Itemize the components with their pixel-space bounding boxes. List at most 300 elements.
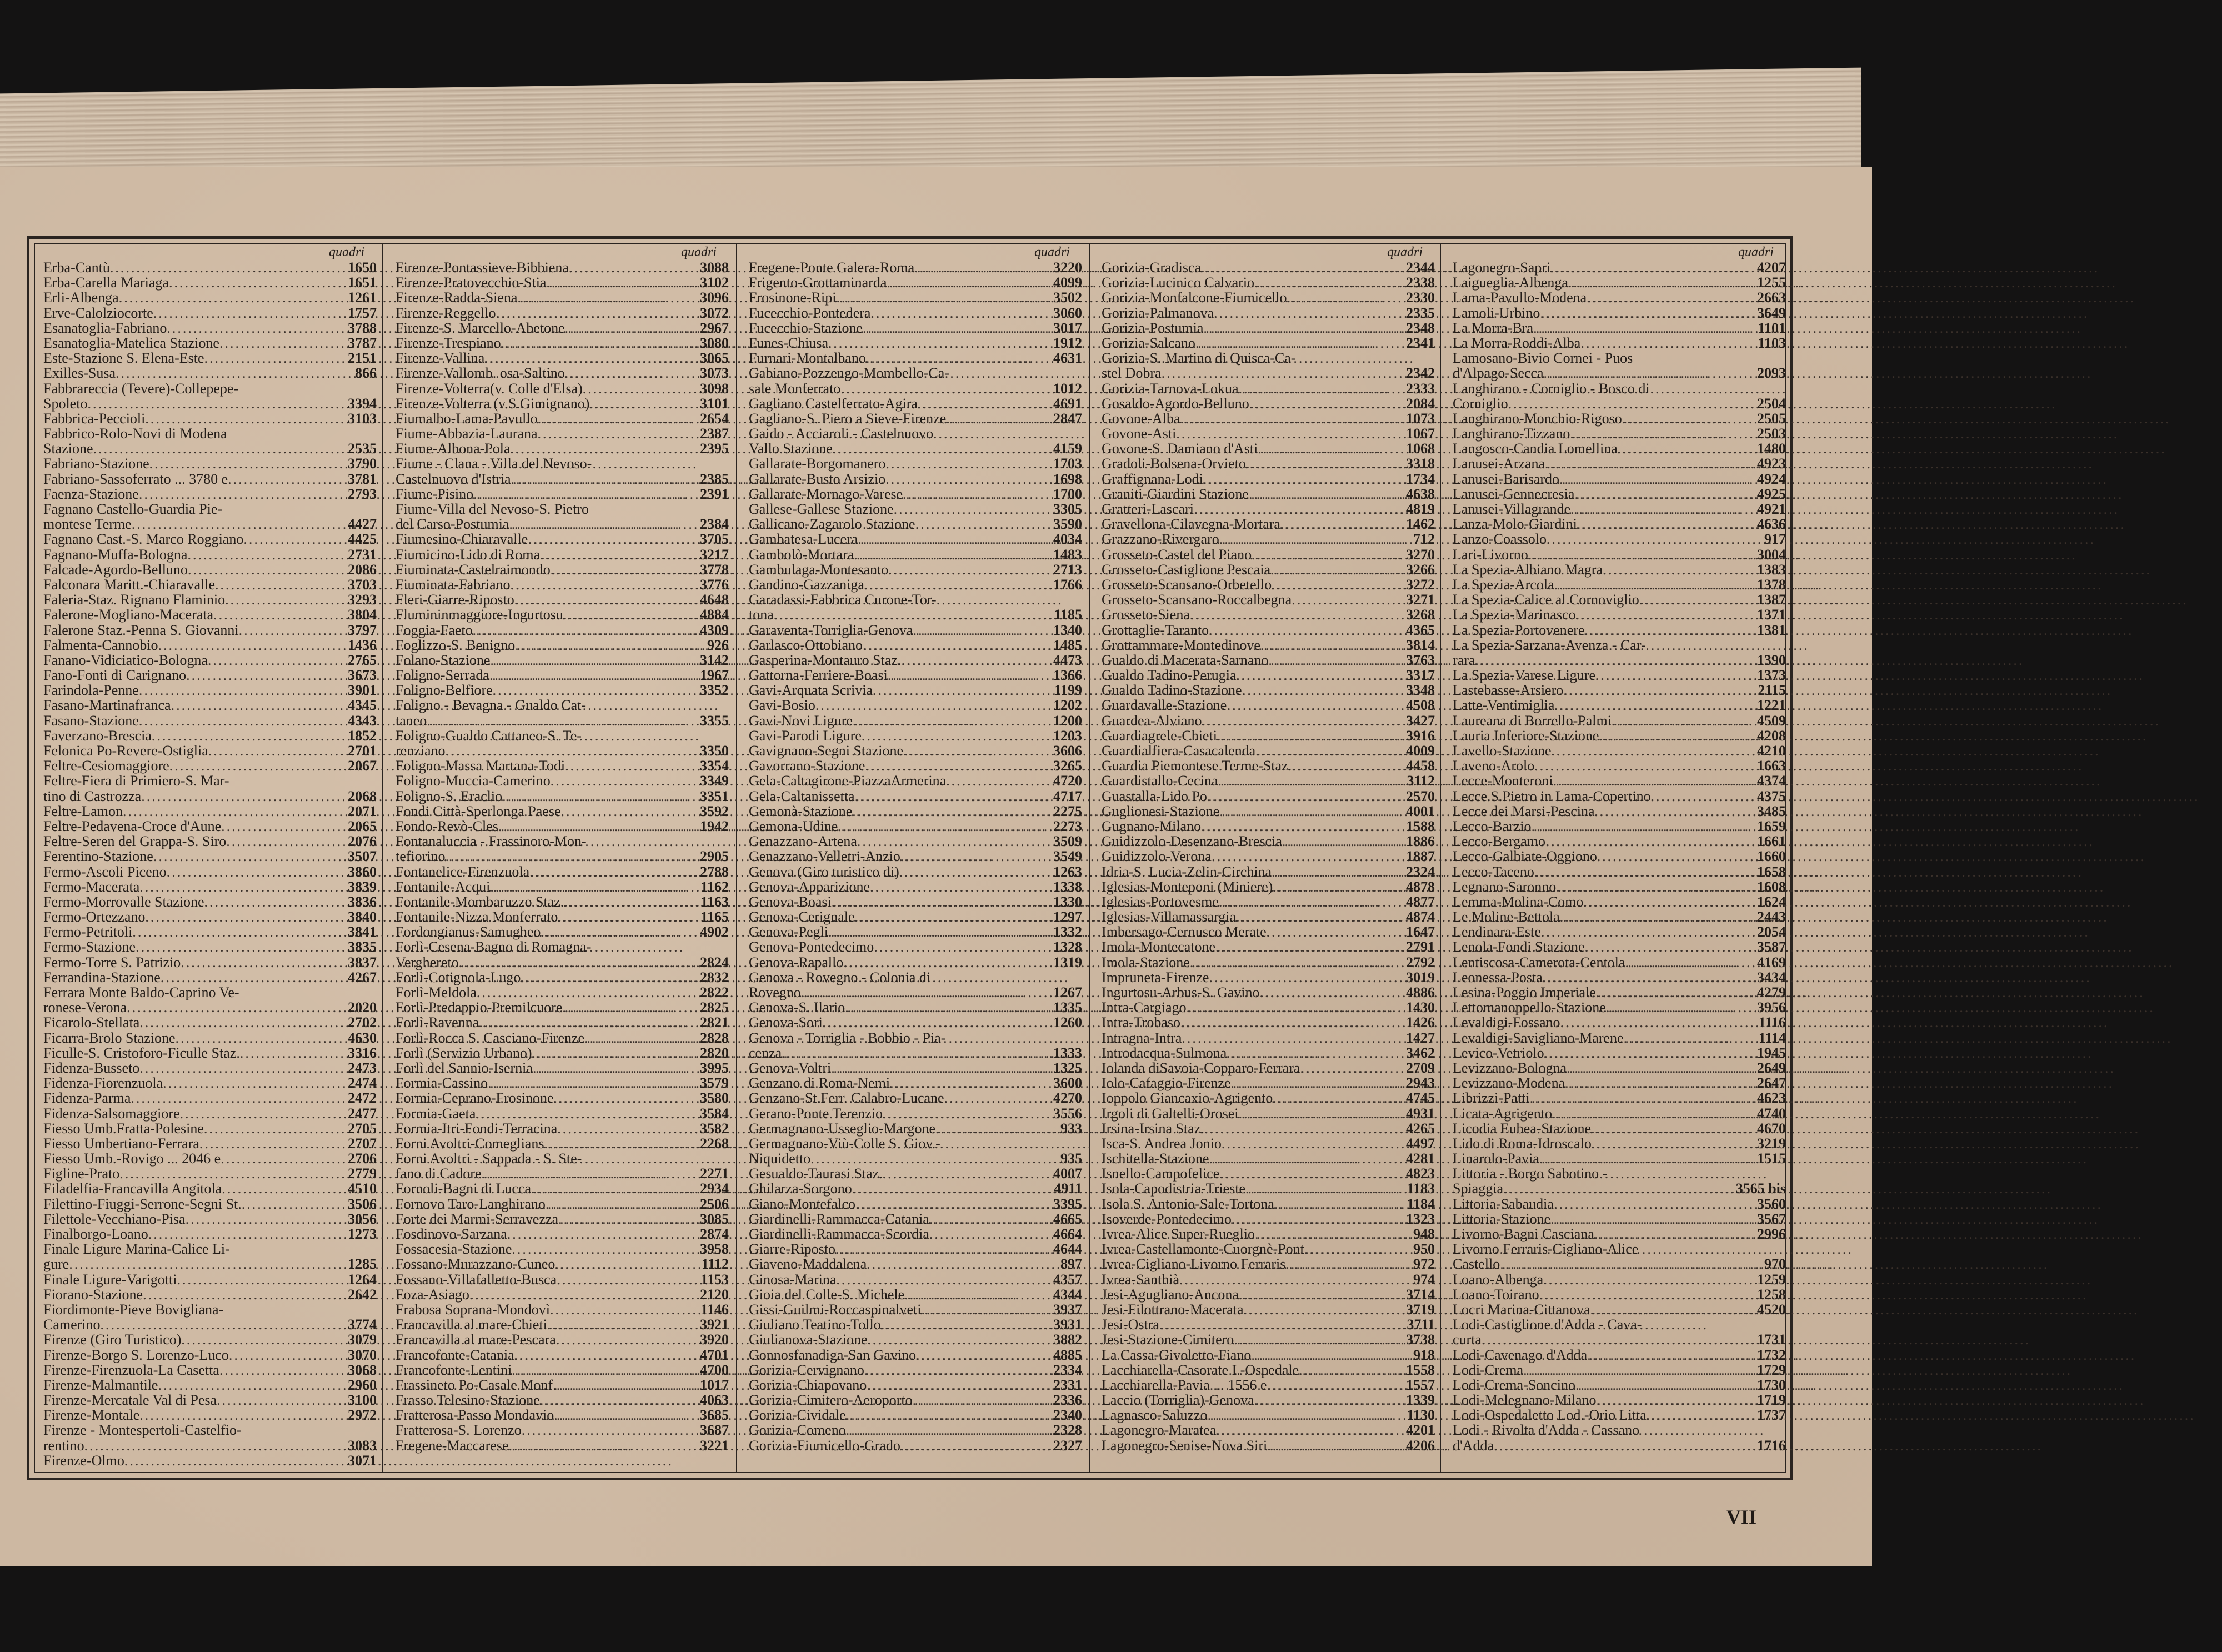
dot-leader [1292, 592, 1403, 607]
index-entry [43, 743, 377, 758]
index-entry [749, 1227, 1082, 1241]
route-name: Giulianova-Stazione [749, 1331, 868, 1348]
route-name: Fiorano-Stazione [43, 1286, 143, 1303]
dot-leader [1587, 1348, 1754, 1363]
map-code: 1660 [1757, 848, 1786, 865]
dot-leader [828, 924, 1050, 939]
route-name: Fiumesino-Chiaravalle [396, 531, 528, 548]
index-entry [749, 336, 1082, 351]
index-entry [1102, 1348, 1435, 1363]
map-code: 2273 [1053, 818, 1082, 834]
map-code: 3931 [1053, 1316, 1082, 1333]
book-page [0, 167, 1872, 1566]
route-name: Formia-Itri-Fondi-Terracina [396, 1120, 558, 1137]
dot-leader [181, 1332, 344, 1347]
route-name: Ioppolo Giancaxio-Agrigento [1102, 1090, 1273, 1107]
dot-leader [119, 290, 344, 305]
map-code: 1339 [1406, 1392, 1435, 1409]
dot-leader [110, 260, 344, 275]
dot-leader [1236, 668, 1403, 683]
dot-leader [561, 804, 697, 819]
route-name: Formia-Ceprano-Frosinone [396, 1090, 554, 1107]
route-name: Lanusei-Villagrande [1453, 501, 1571, 517]
dot-leader [558, 1212, 697, 1227]
dot-leader [1209, 970, 1403, 985]
route-name: Lagonegro-Sapri [1453, 259, 1551, 276]
dot-leader [855, 1197, 1050, 1212]
map-code: 3349 [700, 773, 729, 789]
dot-leader [1639, 592, 1754, 607]
map-code: 3272 [1406, 576, 1435, 593]
map-code: 4664 [1053, 1226, 1082, 1242]
map-code: 4267 [348, 969, 377, 985]
map-code: 2663 [1757, 289, 1786, 306]
map-code: 1200 [1053, 712, 1082, 729]
index-entry [1453, 547, 1786, 562]
index-entry [396, 985, 729, 1000]
index-entry [1453, 275, 1786, 290]
route-name: cenza [749, 1044, 782, 1061]
dot-leader [1299, 1363, 1403, 1378]
index-entry [749, 547, 1082, 562]
index-entry [43, 758, 377, 773]
dot-leader [221, 1151, 344, 1166]
map-code: 4365 [1406, 622, 1435, 638]
dot-leader [1554, 1197, 1754, 1212]
index-entry [43, 517, 377, 532]
map-code: 1338 [1053, 878, 1082, 895]
map-code: 3271 [1406, 592, 1435, 608]
dot-leader [862, 728, 1050, 743]
route-name: Falerone Staz.-Penna S. Giovanni [43, 622, 239, 638]
map-code: 2960 [348, 1376, 377, 1393]
route-name: Folano-Stazione [396, 652, 491, 668]
route-name: Fasano-Stazione [43, 712, 139, 729]
index-entry [1453, 623, 1786, 638]
route-name: Firenze-Olmo [43, 1452, 124, 1469]
map-code: 4923 [1757, 455, 1786, 472]
index-entry [1453, 1408, 1786, 1423]
map-code: 917 [1764, 531, 1786, 548]
dot-leader [1219, 532, 1410, 547]
map-code: 4740 [1757, 1105, 1786, 1122]
index-entry [43, 1332, 377, 1347]
map-code: 2504 [1757, 395, 1786, 412]
route-name: Erli-Albenga [43, 289, 119, 306]
route-name: Gela-Caltagirone-PiazzaArmerina [749, 773, 947, 789]
index-entry [749, 1121, 1082, 1136]
dot-leader [1227, 1045, 1403, 1060]
dot-leader [904, 1287, 1050, 1302]
index-column-3 [749, 244, 1082, 1472]
map-code: 3395 [1053, 1195, 1082, 1212]
dot-leader [866, 351, 1050, 366]
dot-leader [854, 547, 1050, 562]
dot-leader [531, 1181, 697, 1196]
route-name: Grazzano-Rivergaro [1102, 531, 1219, 548]
index-entry [396, 562, 729, 577]
dot-leader [1300, 1060, 1403, 1075]
route-name: Fidenza-Fiorenzuola [43, 1075, 163, 1092]
index-entry [1453, 819, 1786, 834]
map-code: 3584 [700, 1105, 729, 1122]
route-name: Imola-Montecatone [1102, 939, 1216, 955]
dot-leader [119, 1166, 344, 1181]
index-entry [43, 909, 377, 924]
route-name: Stazione [43, 440, 93, 457]
route-name: Gorizia-Cimitero-Aeroporto [749, 1392, 913, 1409]
dot-leader [1159, 1317, 1403, 1332]
map-code: 1153 [700, 1271, 729, 1288]
index-entry [1453, 1015, 1786, 1030]
route-name: Jesi-Agugliano-Ancona [1102, 1286, 1239, 1303]
route-name: renziano [396, 743, 446, 759]
dot-leader [177, 1272, 344, 1287]
map-code: 2820 [700, 1044, 729, 1061]
index-entry [749, 834, 1082, 849]
dot-leader [101, 1317, 344, 1332]
map-code: 1258 [1757, 1286, 1786, 1303]
dot-leader [180, 1106, 345, 1121]
index-entry [396, 306, 729, 321]
dot-leader [873, 683, 1050, 698]
route-name: Firenze-Trespiano [396, 334, 501, 351]
dot-leader [152, 728, 344, 743]
route-name: Rovegno [749, 984, 801, 1000]
map-code: 2701 [348, 743, 377, 759]
index-entry [396, 758, 729, 773]
index-column-1 [43, 244, 377, 1472]
route-name: Genzano-St.Ferr. Calabro-Lucane [749, 1090, 944, 1107]
dot-leader [1218, 773, 1403, 788]
index-entry [1102, 1121, 1435, 1136]
route-name: Gorizia-Monfalcone-Fiumicello [1102, 289, 1287, 306]
dot-leader [846, 1408, 1050, 1423]
map-code: 4631 [1053, 350, 1082, 367]
route-name: Lido di Roma-Idroscalo [1453, 1135, 1592, 1152]
map-code: 1729 [1757, 1361, 1786, 1378]
dot-leader [1543, 1272, 1754, 1287]
map-code: 1390 [1757, 652, 1786, 668]
route-name: Fondi Città-Sperlonga Paese [396, 803, 561, 819]
dot-leader [1272, 577, 1403, 592]
map-code: 2713 [1053, 561, 1082, 578]
route-name: Fidenza-Parma [43, 1090, 131, 1107]
index-entry [396, 924, 729, 939]
route-name: Grosseto-Scansano-Roccalbegna [1102, 592, 1292, 608]
index-entry [749, 1181, 1082, 1196]
map-code: 3502 [1053, 289, 1082, 306]
map-code: 2765 [348, 652, 377, 668]
map-code: 1263 [1053, 863, 1082, 880]
route-name: Fiesso Umb.-Rovigo ... 2046 e [43, 1150, 221, 1167]
index-entry [1453, 396, 1786, 411]
index-entry [396, 472, 729, 487]
route-name: Iglesias-Villamassargia [1102, 909, 1236, 925]
route-name: Niquidetto [749, 1150, 811, 1167]
route-name: Genova-Boasi [749, 893, 832, 910]
map-code: 2832 [700, 969, 729, 985]
map-code: 4343 [348, 712, 377, 729]
map-code: 1012 [1053, 380, 1082, 397]
dot-leader [204, 351, 344, 366]
index-entry [1102, 502, 1435, 517]
dot-leader [890, 1075, 1050, 1090]
map-code: 4819 [1406, 501, 1435, 517]
dot-leader [563, 607, 697, 622]
route-name: Genova-Pontedecimo [749, 939, 874, 955]
route-name: Genova-Apparizione [749, 878, 870, 895]
map-code: 948 [1413, 1226, 1435, 1242]
route-name: Ivrea-Santhià [1102, 1271, 1180, 1288]
map-code: 4034 [1053, 531, 1082, 548]
map-code: 1719 [1757, 1392, 1786, 1409]
map-code: 1273 [348, 1226, 377, 1242]
route-name: Guidizzolo-Verona [1102, 848, 1212, 865]
dot-leader [1280, 517, 1403, 532]
dot-leader [1201, 260, 1403, 275]
route-name: Filadelfia-Francavilla Angitola [43, 1180, 222, 1197]
index-entry [1453, 1438, 1786, 1453]
index-entry [1453, 743, 1786, 758]
dot-leader [1574, 487, 1754, 502]
dot-leader [569, 260, 697, 275]
route-name: Firenze - Montespertoli-Castelfio- [43, 1422, 242, 1439]
route-name: Guardistallo-Cecina [1102, 773, 1218, 789]
index-entry [396, 1256, 729, 1271]
route-name: Legnano-Saronno [1453, 878, 1557, 895]
index-entry [749, 351, 1082, 366]
map-code: 1185 [1054, 607, 1082, 623]
dot-leader [868, 1332, 1050, 1347]
map-code: 3080 [700, 334, 729, 351]
map-code: 3142 [700, 652, 729, 668]
route-name: tino di Castrozza [43, 788, 142, 804]
dot-leader [1182, 1030, 1403, 1045]
index-entry [396, 351, 729, 366]
index-entry [396, 713, 729, 728]
index-entry [749, 1197, 1082, 1212]
index-entry [1453, 1075, 1786, 1090]
index-entry [1453, 1197, 1786, 1212]
map-code: 3836 [348, 893, 377, 910]
route-name: Feltre-Seren del Grappa-S. Siro [43, 833, 227, 850]
index-entry [1453, 441, 1786, 456]
map-code: 2093 [1757, 365, 1786, 382]
route-name: sale Monferrato [749, 380, 841, 397]
route-name: Giuliano Teatino-Tollo [749, 1316, 881, 1333]
map-code: 4902 [700, 924, 729, 940]
map-code: 2268 [700, 1135, 729, 1152]
index-entry [1453, 487, 1786, 502]
route-name: Imbersago-Cernusco Merate [1102, 924, 1267, 940]
route-name: Fermo-Ortezzano [43, 909, 146, 925]
route-name: Firenze-Malmantile [43, 1376, 158, 1393]
index-entry [749, 683, 1082, 698]
dot-leader [482, 1166, 697, 1181]
route-name: Fanano-Vidiciatico-Bologna [43, 652, 208, 668]
dot-leader [139, 713, 344, 728]
dot-leader [1219, 804, 1403, 819]
dot-leader [1254, 1393, 1403, 1408]
route-name: Langosco-Candia Lomellina [1453, 440, 1618, 457]
dot-leader [219, 1363, 344, 1378]
dot-leader [1249, 396, 1403, 411]
map-code: 3592 [700, 803, 729, 819]
route-name: Isoverde-Pontedecimo [1102, 1210, 1232, 1227]
route-name: Lama-Pavullo-Modena [1453, 289, 1587, 306]
index-entry [43, 894, 377, 909]
index-entry [1102, 623, 1435, 638]
map-code: 2791 [1406, 939, 1435, 955]
route-name: Frigento-Grottaminarda [749, 274, 887, 291]
dot-leader [1560, 909, 1754, 924]
route-name: Frasso Telesino-Stazione [396, 1392, 540, 1409]
route-name: Figline-Prato [43, 1165, 120, 1182]
index-entry [43, 924, 377, 939]
route-name: Iolanda diSavoia-Copparo-Ferrara [1102, 1059, 1300, 1076]
route-name: Laveno-Arolo [1453, 758, 1535, 774]
dot-leader [1162, 366, 1403, 381]
dot-leader [852, 1181, 1051, 1196]
map-code: 2336 [1053, 1392, 1082, 1409]
dot-leader [883, 1106, 1050, 1121]
map-code: 2338 [1406, 274, 1435, 291]
map-code: 1260 [1053, 1014, 1082, 1031]
dot-leader [1268, 653, 1403, 668]
index-entry [1102, 517, 1435, 532]
index-entry [1102, 1256, 1435, 1271]
route-name: Impruneta-Firenze [1102, 969, 1209, 985]
index-entry [396, 441, 729, 456]
route-name: Verghereto [396, 954, 459, 970]
index-entry [749, 517, 1082, 532]
map-code: 2934 [700, 1180, 729, 1197]
dot-leader [538, 411, 697, 426]
map-code: 3268 [1406, 607, 1435, 623]
route-name: Langhirano-Tizzano [1453, 425, 1570, 442]
map-code: 4509 [1757, 712, 1786, 729]
dot-leader [171, 698, 344, 713]
dot-leader [832, 894, 1050, 909]
dot-leader [148, 1227, 344, 1241]
route-name: Francavilla al mare-Pescara [396, 1331, 556, 1348]
map-code: 3778 [700, 561, 729, 578]
index-entry [1102, 1075, 1435, 1090]
map-code: 4063 [700, 1392, 729, 1409]
index-entry [1102, 955, 1435, 970]
map-code: 4823 [1406, 1165, 1435, 1182]
route-name: Fontanelice-Firenzuola [396, 863, 530, 880]
column-header: quadri [680, 245, 717, 259]
map-code: 1323 [1406, 1210, 1435, 1227]
index-entry [749, 577, 1082, 592]
dot-leader [1208, 1408, 1404, 1423]
route-name: Foligno-S. Eraclio [396, 788, 503, 804]
map-code: 1146 [700, 1301, 729, 1318]
index-entry [43, 985, 377, 1000]
index-column-5 [1453, 244, 1786, 1472]
dot-leader [509, 1438, 697, 1453]
map-code: 2828 [700, 1029, 729, 1046]
dot-leader [557, 1121, 697, 1136]
map-code: 2340 [1053, 1407, 1082, 1424]
map-code: 1558 [1406, 1361, 1435, 1378]
route-name: La Spezia-Portovenere [1453, 622, 1585, 638]
dot-leader [1500, 1256, 1761, 1271]
index-entry [43, 955, 377, 970]
map-code: 3316 [348, 1044, 377, 1061]
index-entry [1453, 607, 1786, 622]
map-code: 4206 [1406, 1437, 1435, 1454]
map-code: 2151 [348, 350, 377, 367]
map-code: 2642 [348, 1286, 377, 1303]
dot-leader [538, 426, 697, 441]
route-name: Fontanile-Mombaruzzo Staz. [396, 893, 564, 910]
dot-leader [176, 1030, 344, 1045]
index-entry [396, 1181, 729, 1196]
map-code: 1886 [1406, 833, 1435, 850]
route-name: Jesi-Ostra [1102, 1316, 1159, 1333]
index-entry [1102, 472, 1435, 487]
route-name: Foza-Asiago [396, 1286, 469, 1303]
map-code: 712 [1413, 531, 1435, 548]
index-entry [1453, 517, 1786, 532]
dot-leader [1592, 1136, 1754, 1151]
index-entry [43, 456, 377, 471]
index-entry [396, 592, 729, 607]
route-name: Gorizia-Palmanova [1102, 304, 1214, 321]
route-name: Gallicano-Zagarolo Stazione [749, 516, 915, 533]
route-name: Langhirano - Corniglio - Bosco di [1453, 380, 1650, 397]
map-code: 3305 [1053, 501, 1082, 517]
dot-leader [145, 909, 344, 924]
route-name: Lodi-Melegnano-Milano [1453, 1392, 1597, 1409]
route-name: Gattorna-Ferriere-Boasi [749, 667, 888, 684]
index-entry [43, 1000, 377, 1015]
dot-leader [517, 290, 697, 305]
dot-leader [815, 698, 1050, 713]
map-code: 3590 [1053, 516, 1082, 533]
map-code: 1328 [1053, 939, 1082, 955]
map-code: 1557 [1406, 1376, 1435, 1393]
dot-leader [167, 864, 344, 879]
route-name: gure [43, 1256, 69, 1273]
index-entry [396, 381, 729, 396]
route-name: Fossano-Villafalletto-Busca [396, 1271, 557, 1288]
index-entry [1102, 381, 1435, 396]
dot-leader [477, 985, 697, 1000]
dot-leader [903, 487, 1050, 502]
index-entry [1102, 1393, 1435, 1408]
dot-leader [562, 1000, 697, 1015]
route-name: Corniglio [1453, 395, 1508, 412]
dot-leader [1625, 955, 1754, 970]
route-name: Gemonà-Stazione [749, 803, 853, 819]
map-code: 2570 [1406, 788, 1435, 804]
dot-leader [521, 970, 697, 985]
dot-leader [565, 366, 697, 381]
dot-leader [167, 321, 344, 336]
route-name: Forlì-Cesena-Bagno di Romagna- [396, 939, 592, 955]
route-name: Guglionesi-Stazione [1102, 803, 1220, 819]
map-code: 4208 [1757, 727, 1786, 744]
dot-leader [836, 1272, 1050, 1287]
route-name: Librizzi-Patti [1453, 1090, 1530, 1107]
map-code: 4520 [1757, 1301, 1786, 1318]
dot-leader [533, 1060, 697, 1075]
dot-leader [913, 1393, 1050, 1408]
